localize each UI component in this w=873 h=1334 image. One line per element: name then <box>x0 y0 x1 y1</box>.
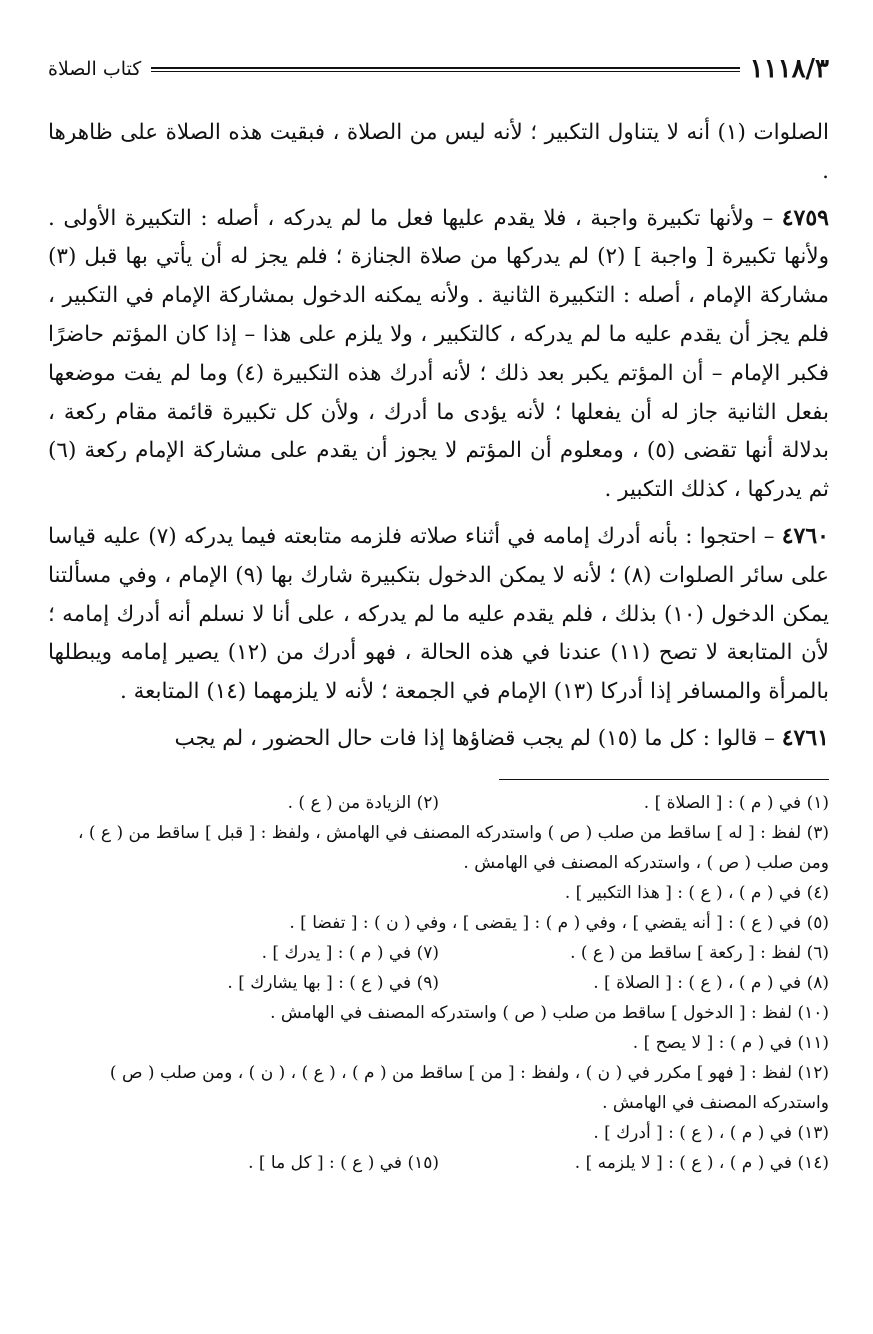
footnote: (١٤) في ( م ) ، ( ع ) : [ لا يلزمه ] . <box>574 1152 829 1173</box>
paragraph-text: الصلوات (١) أنه لا يتناول التكبير ؛ لأنه ليس من الصلاة ، فبقيت هذه الصلاة على ظاهرها . <box>48 120 829 184</box>
footnote-row <box>48 788 829 818</box>
main-text <box>48 114 829 759</box>
paragraph <box>48 199 829 510</box>
footnote: (٨) في ( م ) ، ( ع ) : [ الصلاة ] . <box>593 972 829 993</box>
footnote-row <box>48 968 829 998</box>
footnote: (١٣) في ( م ) ، ( ع ) : [ أدرك ] . <box>593 1122 829 1143</box>
header-rule <box>151 67 739 72</box>
paragraph <box>48 114 829 192</box>
footnote: (١٠) لفظ : [ الدخول ] ساقط من صلب ( ص ) واستدركه المصنف في الهامش . <box>270 1002 829 1023</box>
paragraph-number: ٤٧٦٠ <box>781 522 829 549</box>
footnote: (١٥) في ( ع ) : [ كل ما ] . <box>248 1152 439 1173</box>
paragraph-number: ٤٧٦١ <box>781 724 829 751</box>
footnotes <box>48 788 829 1178</box>
footnote: (١٢) لفظ : [ فهو ] مكرر في ( ن ) ، ولفظ : [ من ] ساقط من ( م ) ، ( ع ) ، ( ن ) ، ومن صلب ( ص ) واستدركه المصنف في الهامش . <box>109 1062 829 1113</box>
footnote: (٣) لفظ : [ له ] ساقط من صلب ( ص ) واستدركه المصنف في الهامش ، ولفظ : [ قبل ] ساقط من ( ع ) ، ومن صلب ( ص ) ، واستدركه المصنف في الهامش . <box>77 822 829 873</box>
paragraph-text: – ولأنها تكبيرة واجبة ، فلا يقدم عليها فعل ما لم يدركه ، أصله : التكبيرة الأولى . ولأنها تكبيرة [ واجبة ] (٢) لم يدركها من صلاة الجنازة ؛ فلم يجز له أن يأتي بها قبل (٣) مشاركة الإمام ، أصله : التكبيرة الثانية . ولأنه يمكنه الدخول بمشاركة الإمام في التكبير ، فلم يجز أن يقدم عليه ما لم يدركه ، كالتكبير ، ولا يلزم على هذا – إذا كان المؤتم حاضرًا فكبر الإمام – أن المؤتم يكبر بعد ذلك ؛ لأنه أدرك هذه التكبيرة (٤) وما لم يفت موضعها بفعل الثانية جاز له أن يفعلها ؛ لأنه يؤدى ما أدرك ، ولأن كل تكبيرة قائمة مقام ركعة ، بدلالة أنها تقضى (٥) ، ومعلوم أن المؤتم لا يجوز أن يقدم على مشاركة الإمام ركعة (٦) ثم يدركها ، كذلك التكبير . <box>48 205 829 503</box>
paragraph-text: – قالوا : كل ما (١٥) لم يجب قضاؤها إذا فات حال الحضور ، لم يجب <box>174 725 775 751</box>
book-title: كتاب الصلاة <box>48 58 142 80</box>
footnote: (٤) في ( م ) ، ( ع ) : [ هذا التكبير ] . <box>564 882 829 903</box>
paragraph-text: – احتجوا : بأنه أدرك إمامه في أثناء صلاته فلزمه متابعته فيما يدركه (٧) عليه قياسا على سائر الصلوات (٨) ؛ لأنه لا يمكن الدخول بتكبيرة شارك بها (٩) الإمام ، وفي مسألتنا يمكن الدخول (١٠) بذلك ، فلم يقدم عليه ما لم يدركه ، على أنا لا نسلم أنه أدرك إمامه ؛ لأن المتابعة لا تصح (١١) عندنا في هذه الحالة ، فهو أدرك من (١٢) يصير إمامه ويبطلها بالمرأة والمسافر إذا أدركا (١٣) الإمام في الجمعة ؛ لأنه لا يلزمهما (١٤) المتابعة . <box>48 523 830 705</box>
footnote: (١١) في ( م ) : [ لا يصح ] . <box>632 1032 829 1053</box>
paragraph <box>48 719 829 759</box>
footnote: (٩) في ( ع ) : [ بها يشارك ] . <box>227 972 439 993</box>
footnote-row <box>48 938 829 968</box>
footnote: (٦) لفظ : [ ركعة ] ساقط من ( ع ) . <box>570 942 829 963</box>
paragraph <box>48 517 829 712</box>
footnote-separator <box>499 779 829 780</box>
footnote-row <box>48 1148 829 1178</box>
paragraph-number: ٤٧٥٩ <box>781 204 829 231</box>
footnote: (٢) الزيادة من ( ع ) . <box>287 792 439 813</box>
footnote: (٧) في ( م ) : [ يدرك ] . <box>261 942 439 963</box>
footnote: (٥) في ( ع ) : [ أنه يقضي ] ، وفي ( م ) : [ يقضى ] ، وفي ( ن ) : [ تفضا ] . <box>289 912 829 933</box>
page-number: ١١١٨/٣ <box>749 54 829 84</box>
page-header <box>48 52 829 86</box>
footnote: (١) في ( م ) : [ الصلاة ] . <box>643 792 829 813</box>
